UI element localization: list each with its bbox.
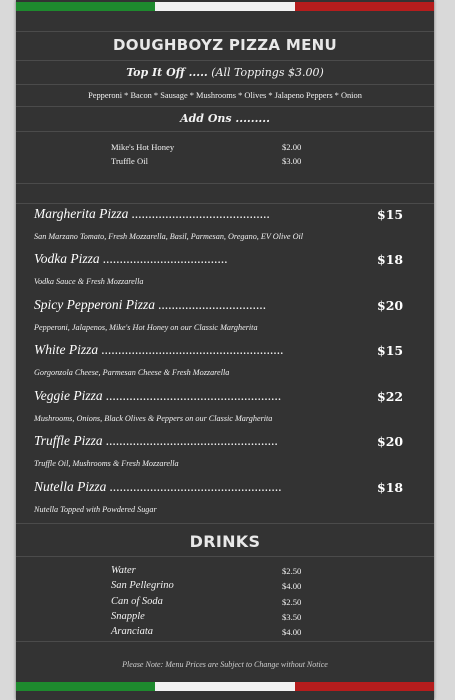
pizza-name: Vodka Pizza ..................................... — [34, 251, 228, 266]
flag-red-band — [295, 682, 434, 691]
drink-name: Aranciata — [111, 626, 153, 637]
add-on-name: Mike's Hot Honey — [111, 142, 175, 152]
flag-green-band — [16, 2, 155, 11]
italian-flag-stripe-bottom — [16, 682, 434, 691]
pizza-description: Pepperoni, Jalapenos, Mike's Hot Honey on our Classic Margherita — [34, 323, 258, 332]
pizza-name: Margherita Pizza ......................................... — [34, 206, 271, 221]
divider — [16, 84, 434, 85]
pizza-price: $15 — [377, 207, 404, 222]
pizza-price: $20 — [377, 434, 404, 449]
drink-name: Water — [111, 565, 136, 576]
pizza-description: San Marzano Tomato, Fresh Mozzarella, Basil, Parmesan, Oregano, EV Olive Oil — [34, 232, 304, 241]
drink-name: San Pellegrino — [111, 580, 174, 591]
divider — [16, 523, 434, 524]
pizza-name: Nutella Pizza ................................................... — [34, 479, 282, 494]
pizza-name: Spicy Pepperoni Pizza ................................ — [34, 297, 267, 312]
pizza-description: Truffle Oil, Mushrooms & Fresh Mozzarella — [34, 459, 179, 468]
italian-flag-stripe-top — [16, 2, 434, 11]
top-it-off-label: Top It Off ..... — [126, 66, 208, 79]
pizza-price: $20 — [377, 298, 404, 313]
pizza-price: $15 — [377, 343, 404, 358]
price-disclaimer: Please Note: Menu Prices are Subject to Change without Notice — [122, 660, 328, 669]
flag-white-band — [155, 682, 294, 691]
add-on-name: Truffle Oil — [111, 156, 149, 166]
drinks-title: DRINKS — [189, 532, 261, 551]
divider — [16, 60, 434, 61]
add-on-price: $3.00 — [282, 156, 302, 166]
pizza-name: Veggie Pizza .................................................... — [34, 388, 282, 403]
pizza-description: Gorgonzola Cheese, Parmesan Cheese & Fresh Mozzarella — [34, 368, 230, 377]
toppings-list: Pepperoni * Bacon * Sausage * Mushrooms * Olives * Jalapeno Peppers * Onion — [88, 91, 362, 100]
pizza-name: Truffle Pizza ................................................... — [34, 433, 279, 448]
drink-price: $2.50 — [282, 566, 302, 576]
drink-price: $3.50 — [282, 612, 302, 622]
divider — [16, 203, 434, 204]
divider — [16, 31, 434, 32]
drink-name: Can of Soda — [111, 596, 163, 607]
drink-name: Snapple — [111, 611, 145, 622]
top-it-off-heading — [16, 66, 434, 79]
menu-title: DOUGHBOYZ PIZZA MENU — [113, 36, 337, 54]
flag-white-band — [155, 2, 294, 11]
flag-green-band — [16, 682, 155, 691]
pizza-name: White Pizza ...................................................... — [34, 342, 284, 357]
add-ons-heading: Add Ons ......... — [180, 112, 270, 125]
drink-price: $2.50 — [282, 597, 302, 607]
pizza-description: Vodka Sauce & Fresh Mozzarella — [34, 277, 144, 286]
drink-price: $4.00 — [282, 627, 302, 637]
menu-page — [16, 0, 434, 700]
divider — [16, 106, 434, 107]
pizza-description: Mushrooms, Onions, Black Olives & Peppers on our Classic Margherita — [34, 414, 273, 423]
pizza-price: $22 — [377, 389, 404, 404]
pizza-description: Nutella Topped with Powdered Sugar — [34, 505, 157, 514]
pizza-price: $18 — [377, 480, 404, 495]
drink-price: $4.00 — [282, 581, 302, 591]
divider — [16, 183, 434, 184]
add-on-price: $2.00 — [282, 142, 302, 152]
pizza-price: $18 — [377, 252, 404, 267]
divider — [16, 641, 434, 642]
flag-red-band — [295, 2, 434, 11]
top-it-off-note: (All Toppings $3.00) — [211, 66, 324, 79]
divider — [16, 131, 434, 132]
divider — [16, 556, 434, 557]
